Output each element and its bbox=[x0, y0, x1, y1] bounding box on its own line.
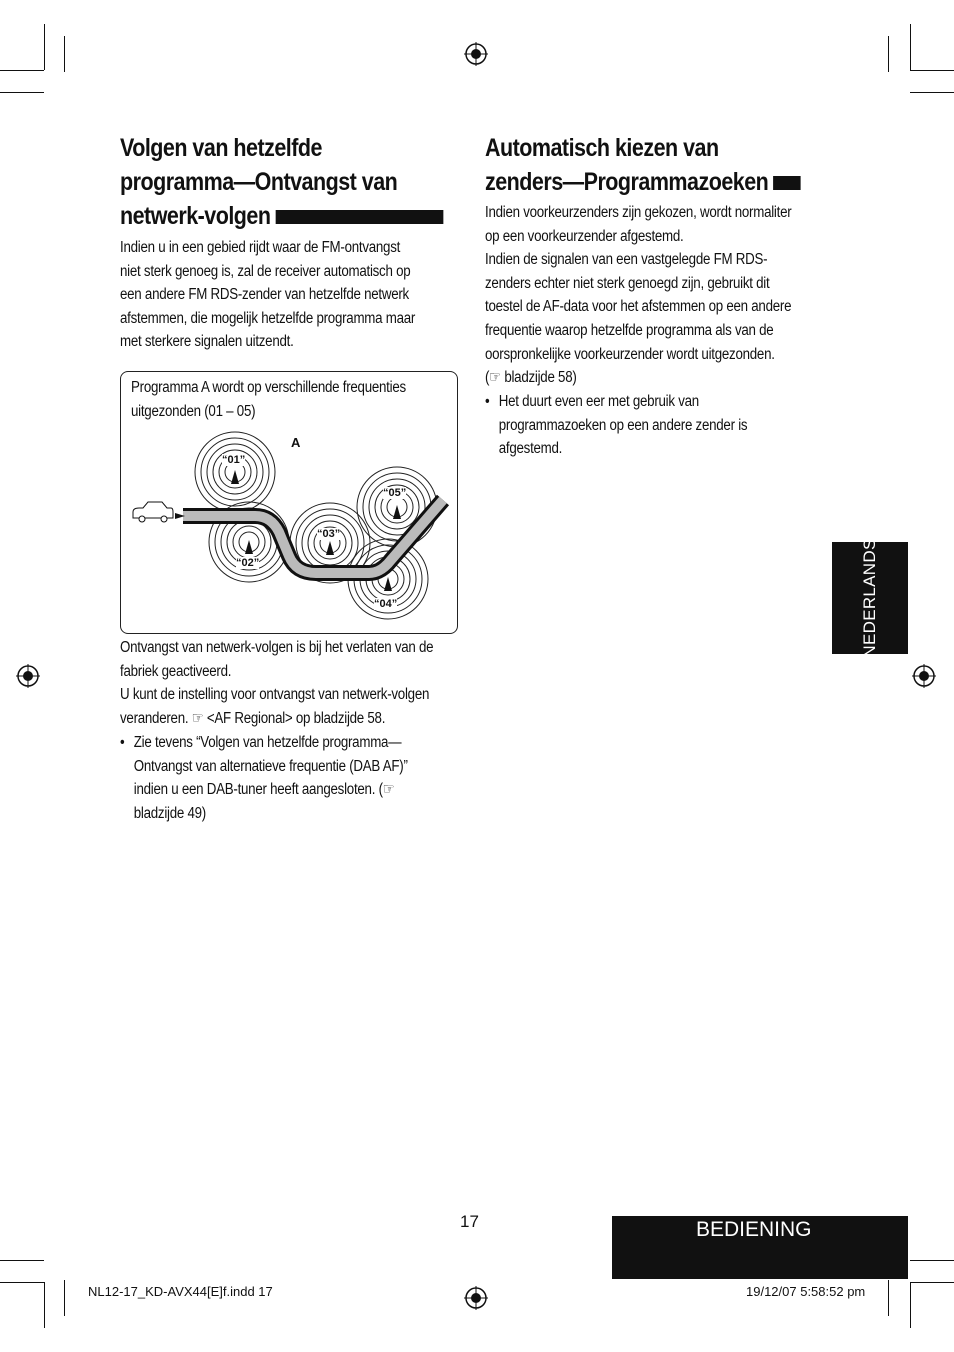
bullet-line: Ontvangst van alternatieve frequentie (DAB AF)” bbox=[133, 757, 408, 775]
intro-line: Indien u in een gebied rijdt waar de FM-ontvangst bbox=[120, 239, 401, 256]
registration-mark-right bbox=[912, 664, 936, 688]
heading-bar bbox=[276, 210, 444, 224]
bullet-dot: • bbox=[120, 734, 125, 751]
right-bullet bbox=[485, 390, 829, 461]
left-heading-line-1: Volgen van hetzelfde bbox=[120, 134, 322, 162]
station-label-01: “01” bbox=[222, 454, 246, 466]
intro-line: een andere FM RDS-zender van hetzelfde netwerk bbox=[120, 286, 409, 304]
station-label-04: “04” bbox=[374, 598, 398, 610]
bullet-line: programmazoeken op een andere zender is bbox=[498, 416, 748, 434]
figure-caption-line: uitgezonden (01 – 05) bbox=[131, 402, 256, 420]
left-intro bbox=[120, 236, 464, 354]
station-label-05: “05” bbox=[383, 487, 407, 499]
left-heading-line-3: netwerk-volgen bbox=[120, 202, 271, 230]
bullet-line: Zie tevens “Volgen van hetzelfde programma— bbox=[133, 734, 402, 751]
right-heading-line-2: zenders—Programmazoeken bbox=[485, 168, 769, 196]
language-tab-label: NEDERLANDS bbox=[860, 538, 879, 658]
network-following-figure bbox=[120, 371, 458, 634]
left-heading-line-2: programma—Ontvangst van bbox=[120, 168, 398, 196]
figure-diagram bbox=[121, 372, 457, 633]
body-line: frequentie waarop hetzelfde programma als van de bbox=[485, 321, 774, 339]
car-icon bbox=[133, 502, 173, 522]
figure-caption-line: Programma A wordt op verschillende frequenties bbox=[131, 379, 406, 396]
body-line: Indien de signalen van een vastgelegde FM RDS- bbox=[485, 251, 768, 269]
station-label-02: “02” bbox=[236, 557, 260, 569]
bullet-line: afgestemd. bbox=[498, 440, 563, 458]
left-heading bbox=[120, 131, 464, 233]
slug-timestamp: 19/12/07 5:58:52 pm bbox=[746, 1284, 866, 1299]
label-a: A bbox=[291, 435, 301, 450]
body-line: Ontvangst van netwerk-volgen is bij het verlaten van de bbox=[120, 639, 434, 656]
slug-filename: NL12-17_KD-AVX44[E]f.indd 17 bbox=[88, 1284, 273, 1299]
bullet-line: Het duurt even eer met gebruik van bbox=[498, 393, 699, 410]
body-line: fabriek geactiveerd. bbox=[120, 662, 232, 680]
body-line: (☞ bladzijde 58) bbox=[485, 369, 577, 387]
body-line: toestel de AF-data voor het afstemmen op een andere bbox=[485, 298, 792, 316]
right-heading-line-1: Automatisch kiezen van bbox=[485, 134, 719, 162]
language-tab bbox=[832, 538, 908, 658]
station-label-03: “03” bbox=[317, 528, 341, 540]
body-line: oorspronkelijke voorkeurzender wordt uitgezonden. bbox=[485, 345, 775, 363]
section-tab-label: BEDIENING bbox=[696, 1218, 812, 1241]
section-tab bbox=[612, 1216, 908, 1279]
registration-mark-top bbox=[464, 42, 488, 66]
bullet-dot: • bbox=[485, 393, 490, 410]
registration-mark-bottom bbox=[464, 1286, 488, 1310]
body-line: op een voorkeurzender afgestemd. bbox=[485, 227, 684, 245]
intro-line: niet sterk genoeg is, zal de receiver automatisch op bbox=[120, 262, 411, 280]
page-number: 17 bbox=[460, 1212, 479, 1231]
left-after-figure bbox=[120, 636, 464, 730]
body-line: veranderen. ☞ <AF Regional> op bladzijde 58. bbox=[120, 709, 386, 727]
left-bullet bbox=[120, 731, 464, 825]
right-body bbox=[485, 201, 829, 390]
bullet-line: indien u een DAB-tuner heeft aangesloten. (☞ bbox=[133, 781, 395, 799]
registration-mark-left bbox=[16, 664, 40, 688]
right-heading bbox=[485, 131, 829, 199]
body-line: Indien voorkeurzenders zijn gekozen, wordt normaliter bbox=[485, 204, 792, 221]
body-line: zenders echter niet sterk genoegd zijn, gebruikt dit bbox=[485, 274, 770, 292]
bullet-line: bladzijde 49) bbox=[133, 804, 206, 822]
intro-line: met sterkere signalen uitzendt. bbox=[120, 333, 294, 351]
body-line: U kunt de instelling voor ontvangst van netwerk-volgen bbox=[120, 686, 430, 704]
heading-bar bbox=[773, 176, 801, 190]
intro-line: afstemmen, die mogelijk hetzelfde programma maar bbox=[120, 309, 416, 327]
